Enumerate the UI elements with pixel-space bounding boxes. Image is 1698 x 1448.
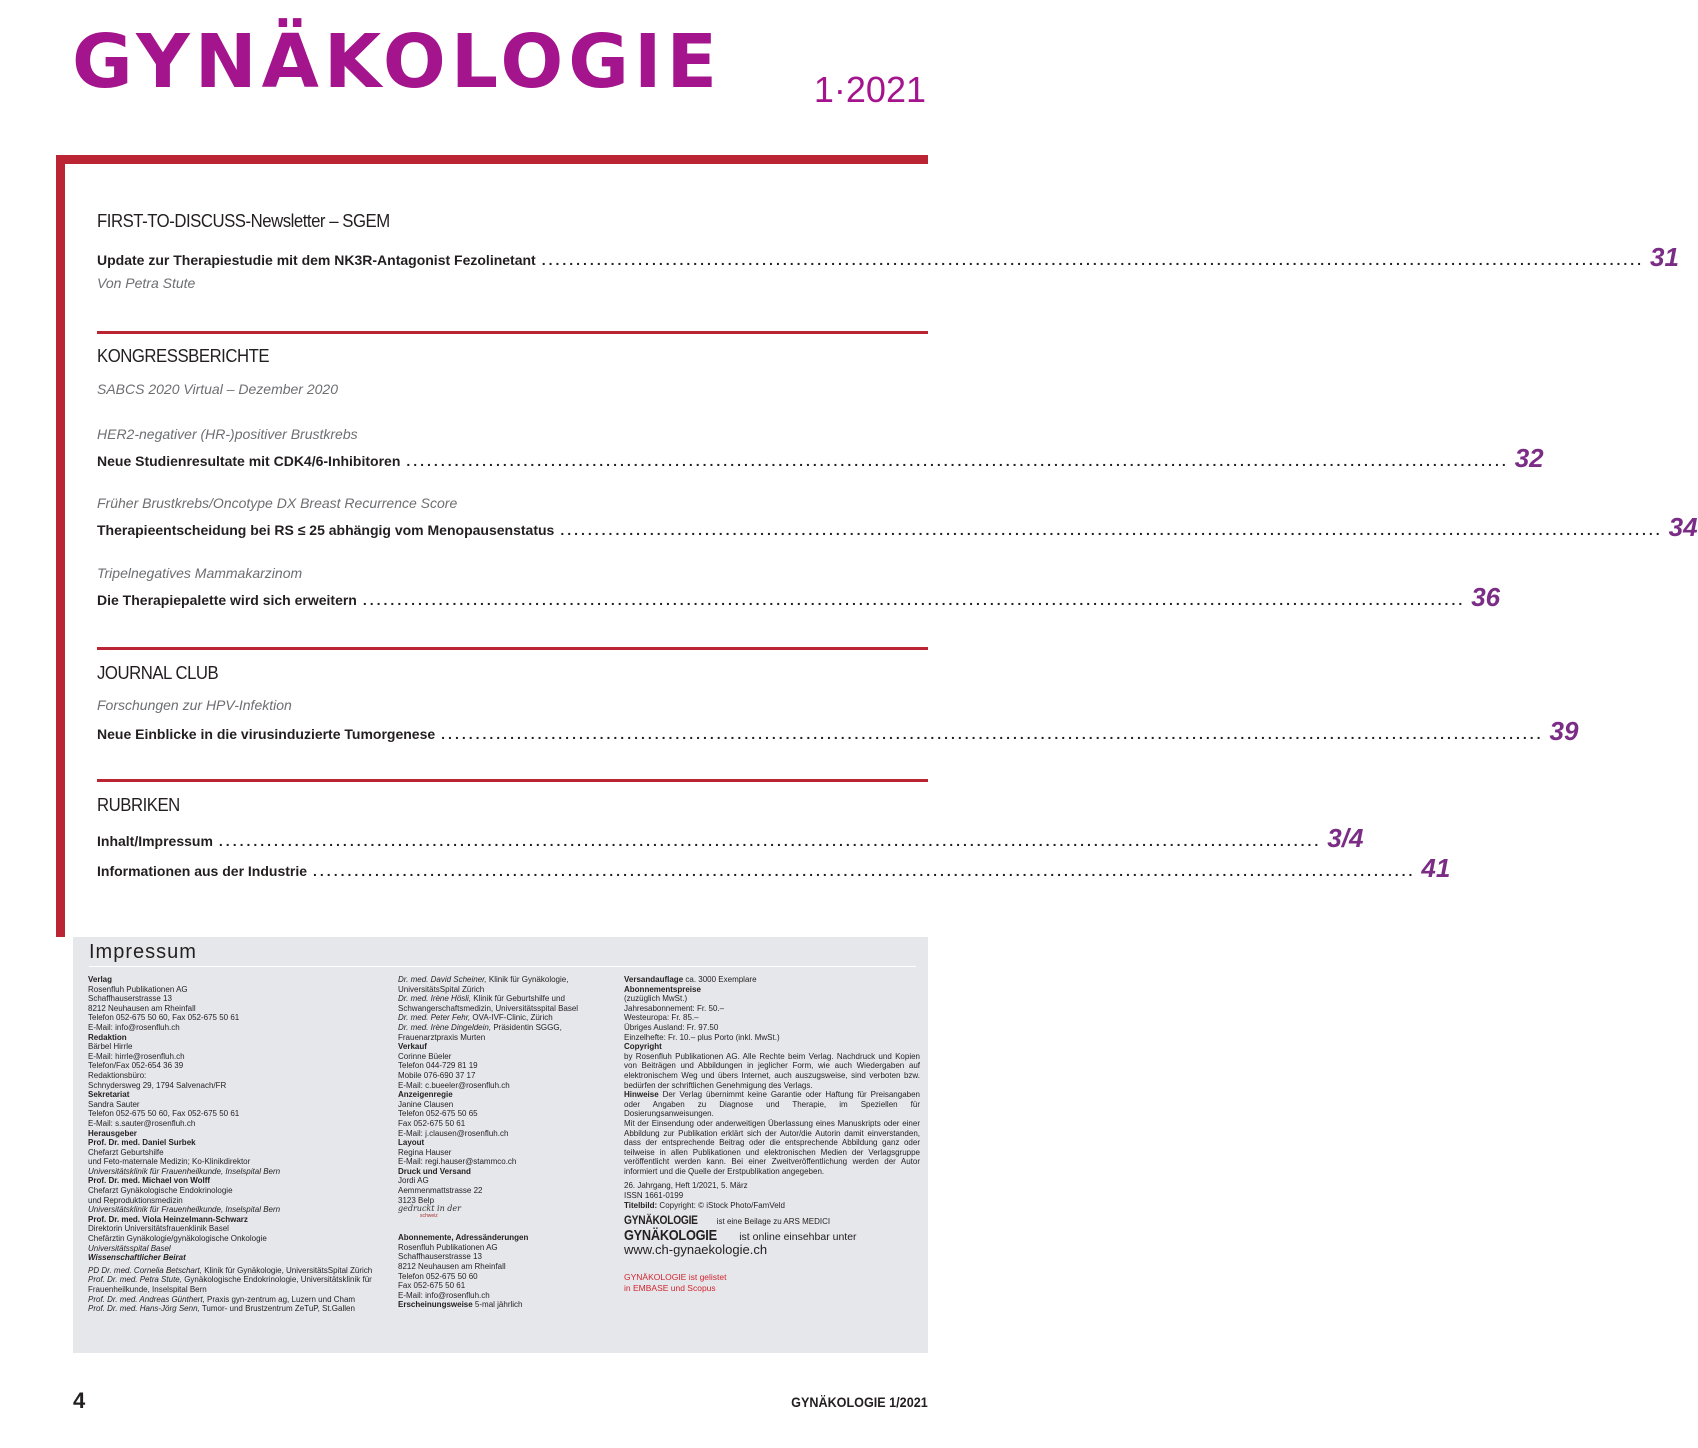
redaktion-label: Redaktion: [88, 1032, 127, 1042]
redaktion-email[interactable]: E-Mail: hirrle@rosenfluh.ch: [88, 1051, 185, 1061]
beirat-affiliation: Präsidentin SGGG, Frauenarztpraxis Murten: [398, 1022, 562, 1042]
hinweise-label: Hinweise: [624, 1090, 659, 1100]
abo-line: Telefon 052-675 50 60: [398, 1271, 478, 1281]
beirat-affiliation: Praxis gyn-zentrum ag, Luzern und Cham: [204, 1294, 356, 1304]
verlag-line: Telefon 052-675 50 60, Fax 052-675 50 61: [88, 1013, 240, 1023]
anzeigen-line: Telefon 052-675 50 65: [398, 1109, 478, 1119]
section-divider: [97, 331, 928, 334]
toc-page-number: 41: [1421, 853, 1451, 883]
listed-note: GYNÄKOLOGIE ist gelistet: [624, 1272, 727, 1283]
toc-entry[interactable]: [97, 240, 1679, 272]
beirat-affiliation: Gynäkologische Endokrinologie, Universitätsklinik für Frauenheilkunde, Inselspital Bern: [88, 1275, 372, 1294]
toc-top-bar: [56, 155, 928, 164]
toc-entry-kicker: HER2-negativer (HR-)positiver Brustkrebs: [97, 426, 358, 442]
toc-leader-dots: ................................................................................................................................................................: [560, 522, 1663, 538]
layout-label: Layout: [398, 1138, 425, 1148]
erscheinungsweise-value: 5-mal jährlich: [472, 1300, 523, 1310]
herausgeber-line: Chefarzt Gynäkologische Endokrinologie: [88, 1186, 233, 1196]
herausgeber-name: Prof. Dr. med. Viola Heinzelmann-Schwarz: [88, 1214, 248, 1224]
herausgeber-line: Direktorin Universitätsfrauenklinik Basel: [88, 1224, 229, 1234]
section-heading-first-to-discuss: FIRST-TO-DISCUSS-Newsletter – SGEM: [97, 211, 390, 231]
abo-email[interactable]: E-Mail: info@rosenfluh.ch: [398, 1290, 490, 1300]
herausgeber-name: Prof. Dr. med. Michael von Wolff: [88, 1176, 211, 1186]
section-heading-kongressberichte: KONGRESSBERICHTE: [97, 346, 270, 366]
verkauf-label: Verkauf: [398, 1042, 427, 1052]
toc-leader-dots: ................................................................................................................................................................: [218, 833, 1322, 849]
beirat-name: Dr. med. Irène Hösli,: [398, 994, 472, 1004]
section-subtitle: SABCS 2020 Virtual – Dezember 2020: [97, 381, 338, 397]
verkauf-email[interactable]: E-Mail: c.bueeler@rosenfluh.ch: [398, 1080, 510, 1090]
titelbild-label: Titelbild:: [624, 1200, 658, 1210]
abo-line: 8212 Neuhausen am Rheinfall: [398, 1262, 506, 1272]
toc-leader-dots: ................................................................................................................................................................: [541, 252, 1645, 268]
masthead: [72, 12, 932, 112]
beirat-affiliation: Tumor- und Brustzentrum ZeTuP, St.Gallen: [199, 1304, 355, 1314]
impressum-column-2: [398, 975, 608, 1310]
toc-entry-title: Inhalt/Impressum: [97, 833, 213, 849]
website-link[interactable]: www.ch-gynaekologie.ch: [624, 1242, 768, 1258]
beirat-name: Prof. Dr. med. Petra Stute,: [88, 1275, 182, 1285]
toc-entry-kicker: Tripelnegatives Mammakarzinom: [97, 565, 303, 581]
toc-entry-title: Therapieentscheidung bei RS ≤ 25 abhängig vom Menopausenstatus: [97, 522, 555, 538]
toc-entry-author: Von Petra Stute: [97, 275, 196, 291]
versandauflage: [624, 975, 920, 985]
hinweise-text: Der Verlag übernimmt keine Garantie oder Haftung für Preisangaben oder Angaben zu Diagnose und Therapie, im Speziellen für Dosierungsanweisungen.: [624, 1090, 920, 1119]
druck-line: 3123 Belp: [398, 1195, 435, 1205]
herausgeber-institution: Universitätsspital Basel: [88, 1243, 171, 1253]
toc-leader-dots: ................................................................................................................................................................: [406, 453, 1509, 469]
toc-entry-title: Informationen aus der Industrie: [97, 863, 308, 879]
titelbild: [624, 1201, 920, 1211]
preise-line: Einzelhefte: Fr. 10.– plus Porto (inkl. MwSt.): [624, 1032, 780, 1042]
beirat-affiliation: Klinik für Geburtshilfe und Schwangerschaftsmedizin, Universitätsspital Basel: [398, 994, 579, 1013]
toc-entry-title: Die Therapiepalette wird sich erweitern: [97, 592, 357, 608]
section-heading-rubriken: RUBRIKEN: [97, 795, 180, 815]
footer-magazine-issue: GYNÄKOLOGIE 1/2021: [791, 1394, 928, 1410]
page-number: 4: [73, 1388, 86, 1413]
toc-page-number: 31: [1650, 242, 1679, 272]
magazine-title: GYNÄKOLOGIE: [72, 19, 723, 105]
beirat-name: Prof. Dr. med. Andreas Günthert,: [88, 1294, 205, 1304]
beirat-entry: [398, 1013, 608, 1023]
toc-entry-title: Neue Studienresultate mit CDK4/6-Inhibitoren: [97, 453, 401, 469]
preise-line: Jahresabonnement: Fr. 50.–: [624, 1003, 725, 1013]
beirat-name: PD Dr. med. Cornelia Betschart,: [88, 1265, 202, 1275]
sekretariat-line: Telefon 052-675 50 60, Fax 052-675 50 61: [88, 1109, 240, 1119]
layout-email[interactable]: E-Mail: regi.hauser@stammco.ch: [398, 1157, 517, 1167]
herausgeber-label: Herausgeber: [88, 1128, 137, 1138]
hinweise: [624, 1090, 920, 1119]
herausgeber-line: Chefärztin Gynäkologie/gynäkologische Onkologie: [88, 1234, 267, 1244]
section-divider: [97, 647, 928, 650]
layout-line: Regina Hauser: [398, 1147, 452, 1157]
herausgeber-line: und Feto-maternale Medizin; Ko-Klinikdirektor: [88, 1157, 251, 1167]
impressum-column-1: [88, 975, 388, 1314]
abo-label: Abonnemente, Adressänderungen: [398, 1233, 529, 1243]
beirat-affiliation: Klinik für Gynäkologie, UniversitätsSpital Zürich: [398, 975, 569, 994]
abo-line: Rosenfluh Publikationen AG: [398, 1242, 498, 1252]
impressum-box: [73, 937, 928, 1353]
beirat-affiliation: Klinik für Gynäkologie, UniversitätsSpital Zürich: [201, 1265, 373, 1275]
herausgeber-institution: Universitätsklinik für Frauenheilkunde, Inselspital Bern: [88, 1166, 281, 1176]
beirat-entry: [398, 1023, 608, 1042]
toc-left-bar: [56, 155, 65, 937]
toc-entry[interactable]: [97, 851, 1451, 883]
preise-line: (zuzüglich MwSt.): [624, 994, 688, 1004]
online-line: [624, 1226, 920, 1244]
preise-line: Westeuropa: Fr. 85.–: [624, 1013, 699, 1023]
brand-wordmark: GYNÄKOLOGIE: [624, 1226, 717, 1244]
issue-number: 1·2021: [813, 69, 926, 110]
herausgeber-institution: Universitätsklinik für Frauenheilkunde, Inselspital Bern: [88, 1205, 281, 1215]
redaktion-line: Redaktionsbüro:: [88, 1070, 147, 1080]
anzeigen-label: Anzeigenregie: [398, 1090, 453, 1100]
verkauf-line: Mobile 076-690 37 17: [398, 1070, 476, 1080]
sekretariat-line: Sandra Sauter: [88, 1099, 140, 1109]
anzeigen-email[interactable]: E-Mail: j.clausen@rosenfluh.ch: [398, 1128, 509, 1138]
toc-entry-kicker: Forschungen zur HPV-Infektion: [97, 697, 292, 713]
beirat-entry: [398, 994, 608, 1013]
section-heading-journal-club: JOURNAL CLUB: [97, 663, 219, 683]
toc-page-number: 32: [1514, 443, 1544, 473]
preise-label: Abonnementspreise: [624, 984, 701, 994]
druck-line: Jordi AG: [398, 1176, 429, 1186]
impressum-column-3: [624, 975, 920, 1294]
beilage-line: [624, 1213, 920, 1228]
abo-line: Schaffhauserstrasse 13: [398, 1252, 482, 1262]
beirat-entry: [88, 1266, 388, 1276]
erscheinungsweise: [398, 1300, 608, 1310]
toc-entry-title: Update zur Therapiestudie mit dem NK3R-Antagonist Fezolinetant: [97, 252, 536, 268]
impressum-heading: Impressum: [89, 941, 197, 963]
issn: ISSN 1661-0199: [624, 1191, 684, 1201]
toc-leader-dots: ................................................................................................................................................................: [362, 592, 1466, 608]
versandauflage-label: Versandauflage: [624, 975, 684, 984]
beirat-entry: [88, 1295, 388, 1305]
toc-entry-kicker: Früher Brustkrebs/Oncotype DX Breast Recurrence Score: [97, 495, 458, 511]
beirat-name: Dr. med. Irène Dingeldein,: [398, 1022, 492, 1032]
printed-in-switzerland-logo: gedruckt in der: [398, 1204, 461, 1214]
beilage-text: ist eine Beilage zu ARS MEDICI: [716, 1217, 831, 1227]
anzeigen-line: Janine Clausen: [398, 1099, 454, 1109]
verkauf-line: Corinne Büeler: [398, 1051, 452, 1061]
toc-page-number: 36: [1471, 582, 1501, 612]
sekretariat-label: Sekretariat: [88, 1090, 130, 1100]
toc-entry[interactable]: [97, 441, 1544, 473]
verlag-line: Schaffhauserstrasse 13: [88, 994, 172, 1004]
toc-page-number: 34: [1668, 512, 1698, 542]
beirat-name: Dr. med. David Scheiner,: [398, 975, 487, 984]
printed-in-switzerland-logo-sub: schweiz: [420, 1213, 438, 1220]
brand-wordmark: GYNÄKOLOGIE: [624, 1213, 698, 1228]
toc-entry-title: Neue Einblicke in die virusinduzierte Tumorgenese: [97, 726, 436, 742]
impressum-rule: [89, 966, 916, 967]
verlag-label: Verlag: [88, 975, 113, 984]
redaktion-line: Schnydersweg 29, 1794 Salvenach/FR: [88, 1080, 227, 1090]
sekretariat-email[interactable]: E-Mail: s.sauter@rosenfluh.ch: [88, 1118, 196, 1128]
beirat-entry: [88, 1304, 388, 1314]
redaktion-line: Bärbel Hirrle: [88, 1042, 133, 1052]
beirat-affiliation: OVA-IVF-Clinic, Zürich: [470, 1013, 553, 1023]
titelbild-value: Copyright: © iStock Photo/FamVeld: [657, 1200, 785, 1210]
anzeigen-line: Fax 052-675 50 61: [398, 1118, 466, 1128]
section-divider: [97, 779, 928, 782]
toc-leader-dots: ................................................................................................................................................................: [313, 863, 1416, 879]
toc-entry[interactable]: [97, 510, 1698, 542]
versandauflage-value: ca. 3000 Exemplare: [683, 975, 757, 984]
redaktion-line: Telefon/Fax 052-654 36 39: [88, 1061, 184, 1071]
beirat-entry: [88, 1275, 388, 1294]
druck-line: Aemmenmattstrasse 22: [398, 1186, 483, 1196]
verlag-email[interactable]: E-Mail: info@rosenfluh.ch: [88, 1022, 180, 1032]
toc-entry[interactable]: [97, 580, 1501, 612]
verkauf-line: Telefon 044-729 81 19: [398, 1061, 478, 1071]
erscheinungsweise-label: Erscheinungsweise: [398, 1300, 473, 1310]
verlag-line: 8212 Neuhausen am Rheinfall: [88, 1003, 196, 1013]
copyright-text: by Rosenfluh Publikationen AG. Alle Rechte beim Verlag. Nachdruck und Kopien von Beiträgen und Abbildungen in jeglicher Form, wie auch Wiedergaben auf elektronischem Weg und übers Internet, auch auszugsweise, sind verboten bzw. bedürfen der schriftlichen Genehmigung des Verlags.: [624, 1051, 920, 1090]
listed-note: in EMBASE und Scopus: [624, 1283, 716, 1294]
toc-entry[interactable]: [97, 714, 1579, 746]
herausgeber-line: und Reproduktionsmedizin: [88, 1195, 183, 1205]
verlag-line: Rosenfluh Publikationen AG: [88, 984, 188, 994]
preise-line: Übriges Ausland: Fr. 97.50: [624, 1022, 719, 1032]
toc-page-number: 3/4: [1327, 823, 1364, 853]
beirat-label: Wissenschaftlicher Beirat: [88, 1253, 186, 1263]
toc-leader-dots: ................................................................................................................................................................: [441, 726, 1544, 742]
druck-label: Druck und Versand: [398, 1166, 471, 1176]
online-text: ist online einsehbar unter: [739, 1230, 857, 1243]
toc-page-number: 39: [1549, 716, 1579, 746]
jahrgang: 26. Jahrgang, Heft 1/2021, 5. März: [624, 1181, 748, 1191]
beirat-name: Dr. med. Peter Fehr,: [398, 1013, 471, 1023]
beirat-name: Prof. Dr. med. Hans-Jörg Senn,: [88, 1304, 200, 1314]
herausgeber-name: Prof. Dr. med. Daniel Surbek: [88, 1138, 196, 1148]
beirat-entry: [398, 975, 608, 994]
einsendung-text: Mit der Einsendung oder anderweitigen Überlassung eines Manuskripts oder einer Abbildung zur Publikation erklärt sich der Autor/die Autorin damit einverstanden, dass der entsprechende Beitrag oder die entsprechende Abbildung ganz oder teilweise in allen Publikationen und elektronischen Medien der Verlagsgruppe veröffentlicht werden kann. Bei einer Zweitveröffentlichung werden der Autor informiert und die Quelle der Erstpublikation angegeben.: [624, 1118, 920, 1176]
herausgeber-line: Chefarzt Geburtshilfe: [88, 1147, 164, 1157]
toc-entry[interactable]: [97, 821, 1364, 853]
abo-line: Fax 052-675 50 61: [398, 1281, 466, 1291]
copyright-label: Copyright: [624, 1042, 662, 1052]
